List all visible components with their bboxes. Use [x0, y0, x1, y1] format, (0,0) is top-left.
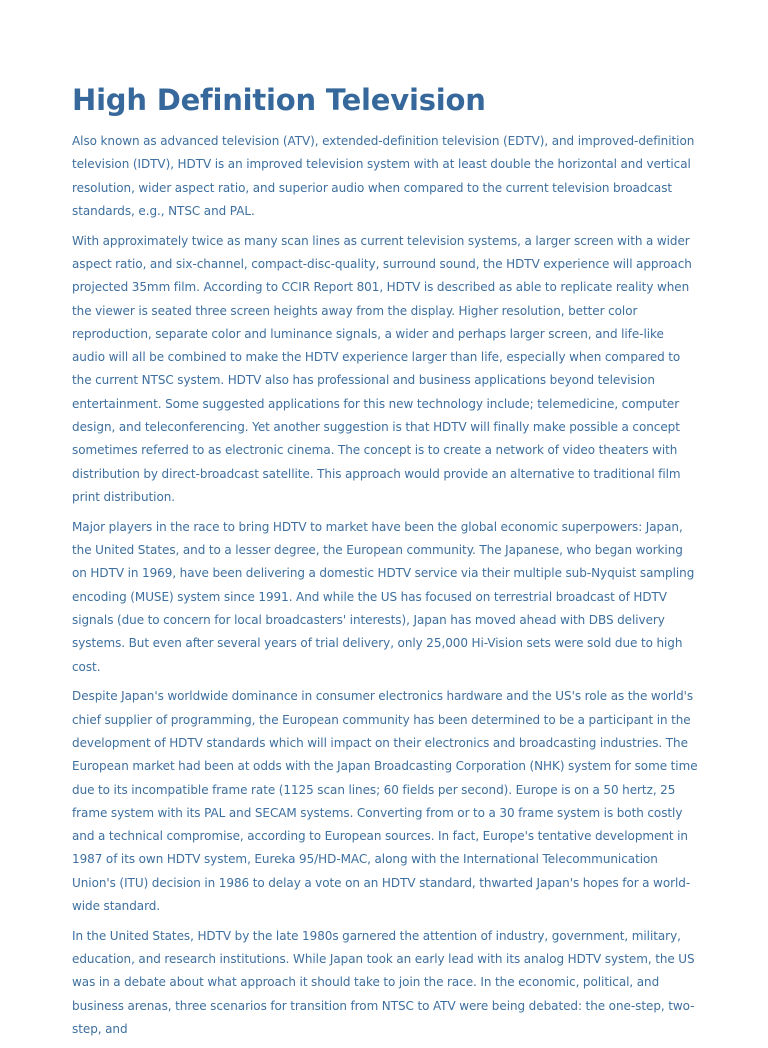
- paragraph-intro: Also known as advanced television (ATV), extended-definition television (EDTV), and improved-definition television (IDTV), HDTV is an improved television system with at least double the horizontal and vertical resolution, wider aspect ratio, and superior audio when compared to the current television broadcast standards, e.g., NTSC and PAL.: [72, 134, 695, 218]
- paragraph-united-states: In the United States, HDTV by the late 1980s garnered the attention of industry, government, military, education, and research institutions. While Japan took an early lead with its analog HDTV system, the US was in a debate about what approach it should take to join the race. In the economic, political, and business arenas, three scenarios for transition from NTSC to ATV were being debated: the one-step, two-step, and: [72, 928, 695, 1036]
- paragraph-major-players: Major players in the race to bring HDTV to market have been the global economic superpowers: Japan, the United States, and to a lesser degree, the European community. The Japanese, who began working on HDTV in 1969, have been delivering a domestic HDTV service via their multiple sub-Nyquist sampling encoding (MUSE) system since 1991. And while the US has focused on terrestrial broadcast of HDTV signals (due to concern for local broadcasters' interests), Japan has moved ahead with DBS delivery systems. But even after several years of trial delivery, only 25,000 Hi-Vision sets were sold due to high cost.: [72, 519, 695, 674]
- paragraph-european-community: Despite Japan's worldwide dominance in consumer electronics hardware and the US's role as the world's chief supplier of programming, the European community has been determined to be a participant in the development of HDTV standards which will impact on their electronics and broadcasting industries. The European market had been at odds with the Japan Broadcasting Corporation (NHK) system for some time due to its incompatible frame rate (1125 scan lines; 60 fields per second). Europe is on a 50 hertz, 25 frame system with its PAL and SECAM systems. Converting from or to a 30 frame system is both costly and a technical compromise, according to European sources. In fact, Europe's tentative development in 1987 of its own HDTV system, Eureka 95/HD-MAC, along with the International Telecommunication Union's (ITU) decision in 1986 to delay a vote on an HDTV standard, thwarted Japan's hopes for a world-wide standard.: [72, 689, 698, 913]
- document-page: [72, 82, 698, 1048]
- paragraph-hdtv-experience: With approximately twice as many scan lines as current television systems, a larger screen with a wider aspect ratio, and six-channel, compact-disc-quality, surround sound, the HDTV experience will approach projected 35mm film. According to CCIR Report 801, HDTV is described as able to replicate reality when the viewer is seated three screen heights away from the display. Higher resolution, better color reproduction, separate color and luminance signals, a wider and perhaps larger screen, and life-like audio will all be combined to make the HDTV experience larger than life, especially when compared to the current NTSC system. HDTV also has professional and business applications beyond television entertainment. Some suggested applications for this new technology include; telemedicine, computer design, and teleconferencing. Yet another suggestion is that HDTV will finally make possible a concept sometimes referred to as electronic cinema. The concept is to create a network of video theaters with distribution by direct-broadcast satellite. This approach would provide an alternative to traditional film print distribution.: [72, 233, 692, 504]
- document-title: High Definition Television: [72, 83, 486, 117]
